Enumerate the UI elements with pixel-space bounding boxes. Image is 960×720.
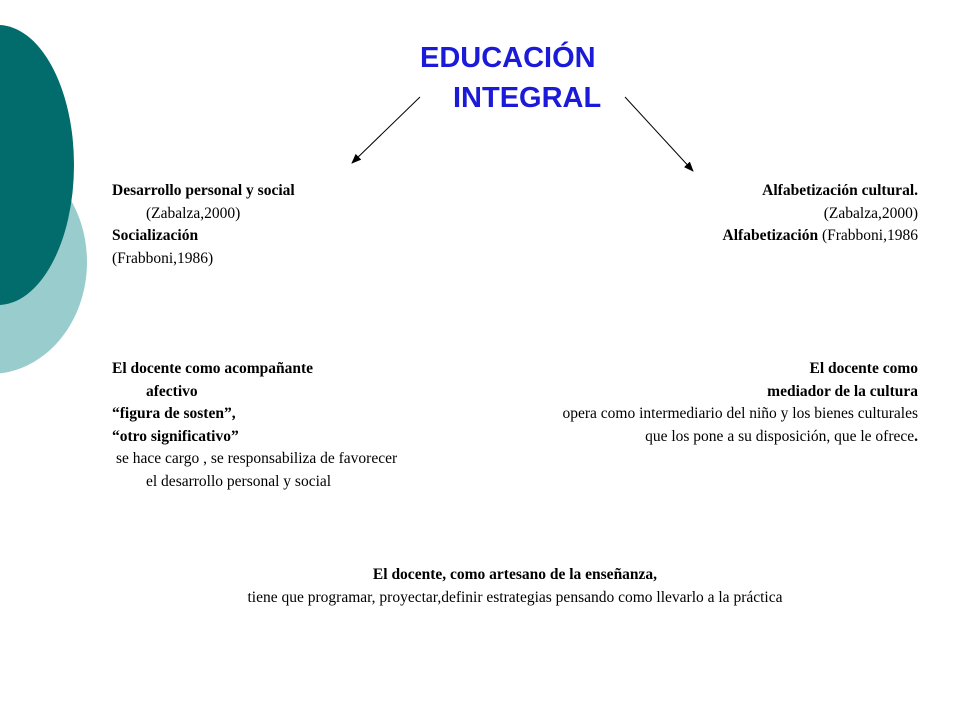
arrow-left [352, 97, 420, 163]
left-top-block [112, 180, 412, 270]
desarrollo-label: Desarrollo personal y social [112, 182, 295, 199]
responsabiliza-text: se hace cargo , se responsabiliza de favorecer el desarrollo personal y social [116, 450, 398, 490]
socializacion-label: Socialización [112, 227, 199, 244]
frabboni-citation: (Frabboni,1986) [112, 249, 214, 267]
mediador-label: mediador de la cultura [767, 382, 918, 400]
zabalza-citation-right: (Zabalza,2000) [823, 204, 918, 222]
title-line-1: EDUCACIÓN [420, 42, 596, 74]
alfabetizacion-cultural-label: Alfabetización cultural. [762, 182, 918, 199]
intermediario-text: opera como intermediario del niño y los bienes culturales que los pone a su disposición, que le ofrece [562, 405, 918, 445]
title-line-2: INTEGRAL [453, 82, 602, 114]
docente-como-label: El docente como [809, 360, 918, 377]
right-mid-block [560, 358, 918, 448]
docente-acompanante-label: El docente como acompañante [112, 360, 314, 377]
bottom-block [120, 564, 910, 609]
arrow-right [625, 97, 693, 171]
alfabetizacion-line [560, 225, 918, 248]
afectivo-label: afectivo [146, 382, 198, 400]
zabalza-citation: (Zabalza,2000) [146, 204, 241, 222]
intermediario-paragraph [560, 403, 918, 448]
artesano-label: El docente, como artesano de la enseñanza, [372, 566, 658, 583]
alfabetizacion-label: Alfabetización [722, 227, 819, 244]
right-top-block [560, 180, 918, 248]
left-mid-block [112, 358, 402, 493]
figura-sosten-label: “figura de sosten”, [112, 405, 236, 422]
frabboni-citation-right: (Frabboni,1986 [818, 227, 918, 244]
intermediario-period: . [914, 427, 918, 445]
otro-significativo-label: “otro significativo” [112, 427, 239, 445]
programar-text: tiene que programar, proyectar,definir estrategias pensando como llevarlo a la práctica [247, 588, 783, 606]
